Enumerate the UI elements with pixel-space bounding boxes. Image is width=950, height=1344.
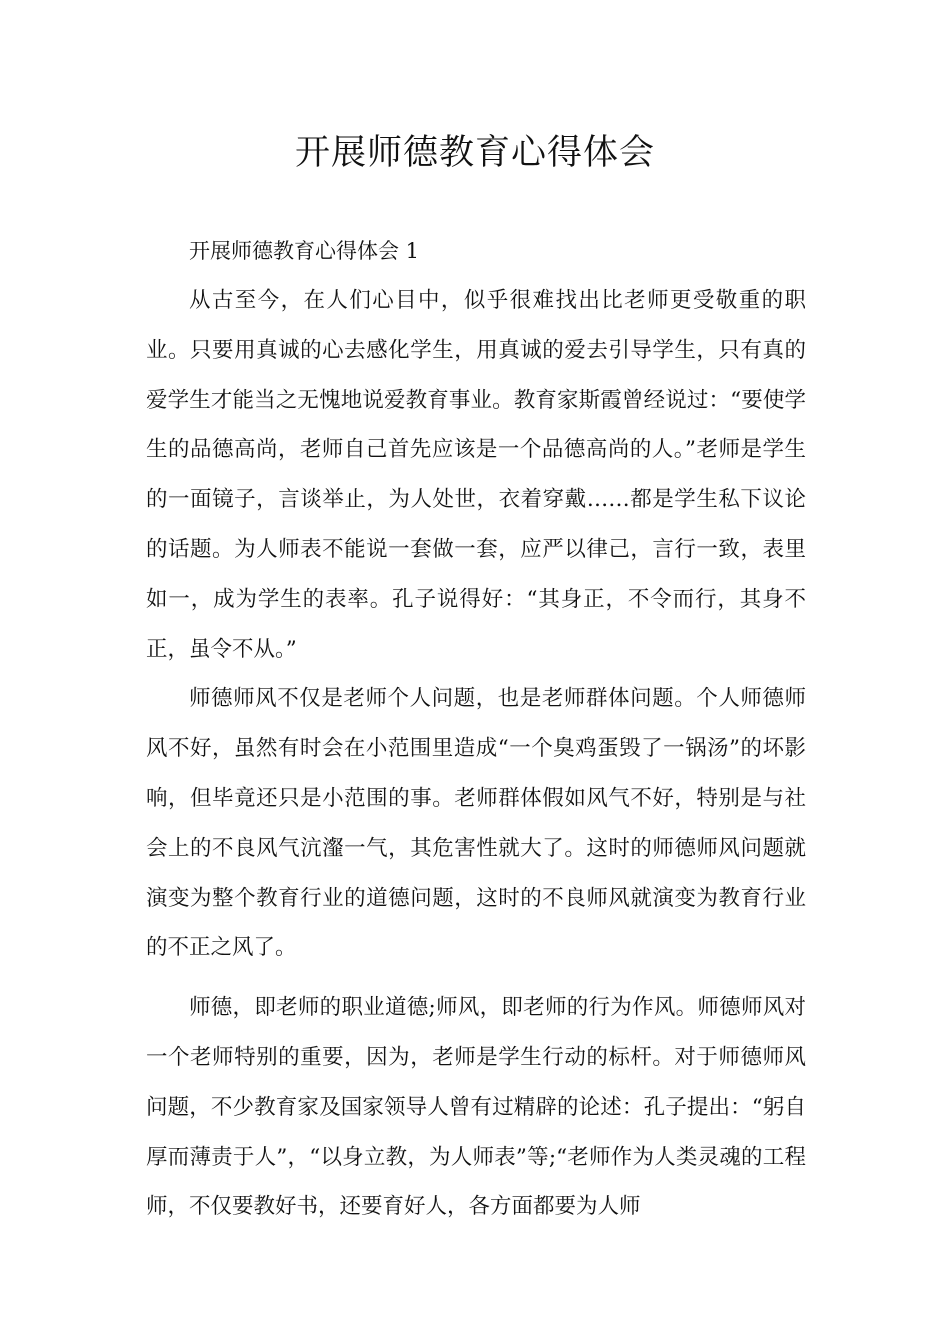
- paragraph-2: 师德师风不仅是老师个人问题，也是老师群体问题。个人师德师风不好，虽然有时会在小范围里造成“一个臭鸡蛋毁了一锅汤”的坏影响，但毕竟还只是小范围的事。老师群体假如风气不好，特别是与社会上的不良风气沆瀣一气，其危害性就大了。这时的师德师风问题就演变为整个教育行业的道德问题，这时的不良师风就演变为教育行业的不正之风了。: [146, 686, 806, 961]
- document-body: [146, 226, 806, 1232]
- document-title: 开展师德教育心得体会: [294, 133, 655, 173]
- paragraph-3: 师德，即老师的职业道德;师风，即老师的行为作风。师德师风对一个老师特别的重要，因为，老师是学生行动的标杆。对于师德师风问题，不少教育家及国家领导人曾有过精辟的论述：孔子提出：“躬自厚而薄责于人”，“以身立教，为人师表”等;“老师作为人类灵魂的工程师，不仅要教好书，还要育好人，各方面都要为人师: [146, 995, 806, 1220]
- section-heading: 开展师德教育心得体会 1: [189, 239, 420, 263]
- paragraph-1: 从古至今，在人们心目中，似乎很难找出比老师更受敬重的职业。只要用真诚的心去感化学生，用真诚的爱去引导学生，只有真的爱学生才能当之无愧地说爱教育事业。教育家斯霞曾经说过：“要使学生的品德高尚，老师自己首先应该是一个品德高尚的人。”老师是学生的一面镜子，言谈举止，为人处世，衣着穿戴……都是学生私下议论的话题。为人师表不能说一套做一套，应严以律己，言行一致，表里如一，成为学生的表率。孔子说得好：“其身正，不令而行，其身不正，虽令不从。”: [146, 288, 806, 662]
